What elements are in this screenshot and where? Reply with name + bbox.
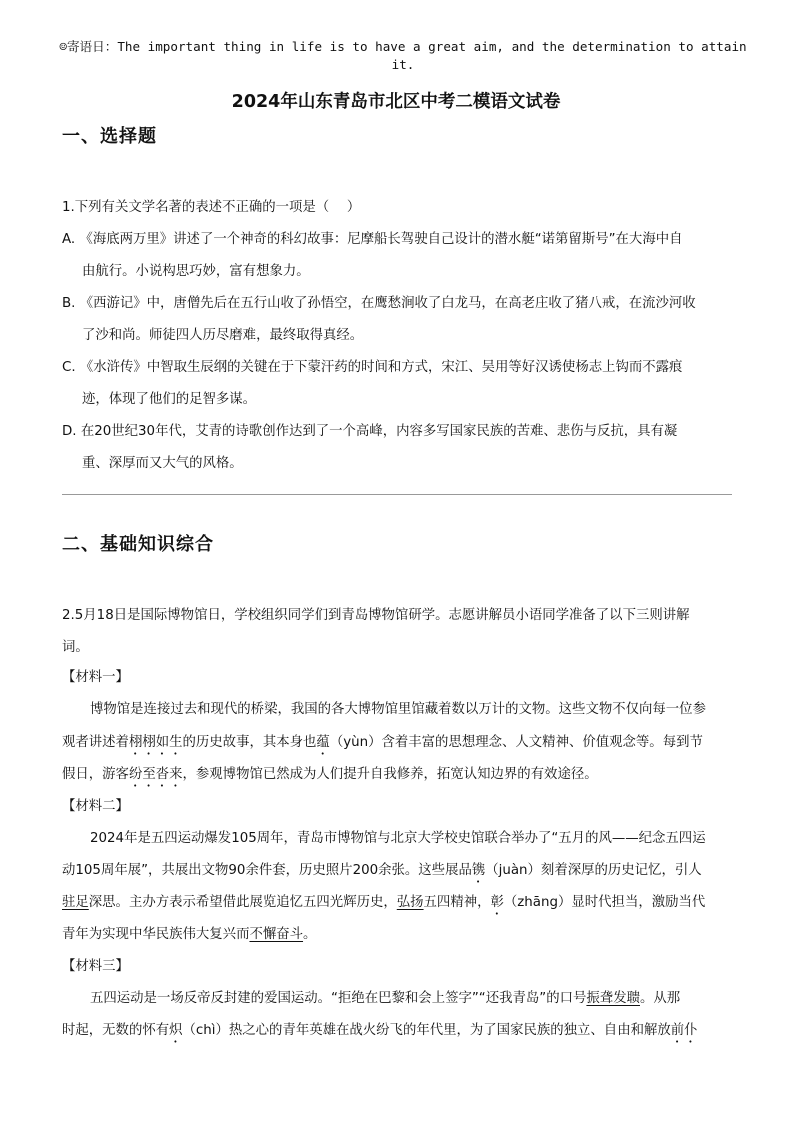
material-1-line1: 博物馆是连接过去和现代的桥梁，我国的各大博物馆里馆藏着数以万计的文物。这些文物不仅向每一位参 xyxy=(90,702,706,717)
text-run: （zhāng）显时代担当，激励当代 xyxy=(503,895,706,910)
text-run: 青年为实现中华民族伟大复兴而 xyxy=(62,927,250,942)
text-run: （juàn）刻着深厚的历史记忆，引人 xyxy=(485,863,702,878)
material-2-line2 xyxy=(62,855,732,887)
material-2-line4 xyxy=(62,919,732,951)
text-run: 动105周年展”，共展出文物90余件套，历史照片200余张。这些展品 xyxy=(62,863,472,878)
question-2-stem-line1: 2.5月18日是国际博物馆日，学校组织同学们到青岛博物馆研学。志愿讲解员小语同学准备了以下三则讲解 xyxy=(62,608,690,623)
emphasized-word: 彰 xyxy=(490,895,504,910)
emphasized-word: 纷至沓来 xyxy=(128,767,183,782)
material-1-line3 xyxy=(62,759,732,791)
text-run: 五四精神， xyxy=(423,895,491,910)
material-1-line2 xyxy=(62,727,732,759)
text-run: 观者讲述着 xyxy=(62,735,129,750)
material-2-line3 xyxy=(62,887,732,919)
page-title: 2024年山东青岛市北区中考二模语文试卷 xyxy=(231,92,561,112)
option-c-line1: C. 《水浒传》中智取生辰纲的关键在于下蒙汗药的时间和方式，宋江、吴用等好汉诱使杨志上钩而不露痕 xyxy=(62,360,683,375)
text-run: 。从那 xyxy=(639,991,681,1006)
material-1-label: 【材料一】 xyxy=(62,670,129,685)
option-d-line2: 重、深厚而又大气的风格。 xyxy=(82,456,243,471)
option-a-line2: 由航行。小说构思巧妙，富有想象力。 xyxy=(82,264,310,279)
text-run: ，参观博物馆已然成为人们提升自我修养，拓宽认知边界的有效途径。 xyxy=(182,767,598,782)
text-run: 。 xyxy=(303,927,317,942)
option-b-line1: B. 《西游记》中，唐僧先后在五行山收了孙悟空，在鹰愁涧收了白龙马，在高老庄收了猪八戒，在流沙河收 xyxy=(62,296,696,311)
text-run: 深思。主办方表示希望借此展览追忆五四光辉历史， xyxy=(88,895,397,910)
text-run: 假日，游客 xyxy=(62,767,129,782)
material-2-line1: 2024年是五四运动爆发105周年，青岛市博物馆与北京大学校史馆联合举办了“五月的风——纪念五四运 xyxy=(90,831,706,846)
option-b-line2: 了沙和尚。师徒四人历尽磨难，最终取得真经。 xyxy=(82,328,364,343)
question-1-stem: 1.下列有关文学名著的表述不正确的一项是（ ） xyxy=(62,200,361,215)
emphasized-word: 炽 xyxy=(169,1023,183,1038)
divider xyxy=(62,494,732,495)
section-heading-choice: 一、选择题 xyxy=(62,126,157,147)
text-run: 五四运动是一场反帝反封建的爱国运动。“拒绝在巴黎和会上签字”“还我青岛”的口号 xyxy=(90,991,587,1006)
underlined-word: 驻足 xyxy=(62,895,89,910)
material-3-label: 【材料三】 xyxy=(62,959,129,974)
material-3-line1 xyxy=(90,983,680,1015)
option-c-line2: 迹，体现了他们的足智多谋。 xyxy=(82,392,257,407)
underlined-word: 弘扬 xyxy=(396,895,424,910)
material-2-label: 【材料二】 xyxy=(62,799,129,814)
material-3-line2 xyxy=(62,1015,732,1047)
emphasized-word: 前仆 xyxy=(670,1023,698,1038)
motto: ☺寄语日：The important thing in life is to have a great aim, and the determination to attain it. xyxy=(59,39,747,72)
question-2-stem-line2: 词。 xyxy=(62,640,89,655)
text-run: （chì）热之心的青年英雄在战火纷飞的年代里，为了国家民族的独立、自由和解放 xyxy=(182,1023,671,1038)
underlined-word: 振聋发聩 xyxy=(586,991,640,1006)
option-a-line1: A. 《海底两万里》讲述了一个神奇的科幻故事：尼摩船长驾驶自己设计的潜水艇“诺第留斯号”在大海中自 xyxy=(62,232,683,247)
text-run: （yùn）含着丰富的思想理念、人文精神、价值观念等。每到节 xyxy=(329,735,703,750)
text-run: 的历史故事，其本身也 xyxy=(182,735,317,750)
emphasized-word: 蕴 xyxy=(316,735,330,750)
section-heading-basics: 二、基础知识综合 xyxy=(62,534,214,555)
underlined-word: 不懈奋斗 xyxy=(249,927,304,942)
emphasized-word: 栩栩如生 xyxy=(128,735,183,750)
option-d-line1: D. 在20世纪30年代，艾青的诗歌创作达到了一个高峰，内容多写国家民族的苦难、悲伤与反抗，具有凝 xyxy=(62,424,678,439)
text-run: 时起，无数的怀有 xyxy=(62,1023,170,1038)
emphasized-word: 镌 xyxy=(471,863,486,878)
